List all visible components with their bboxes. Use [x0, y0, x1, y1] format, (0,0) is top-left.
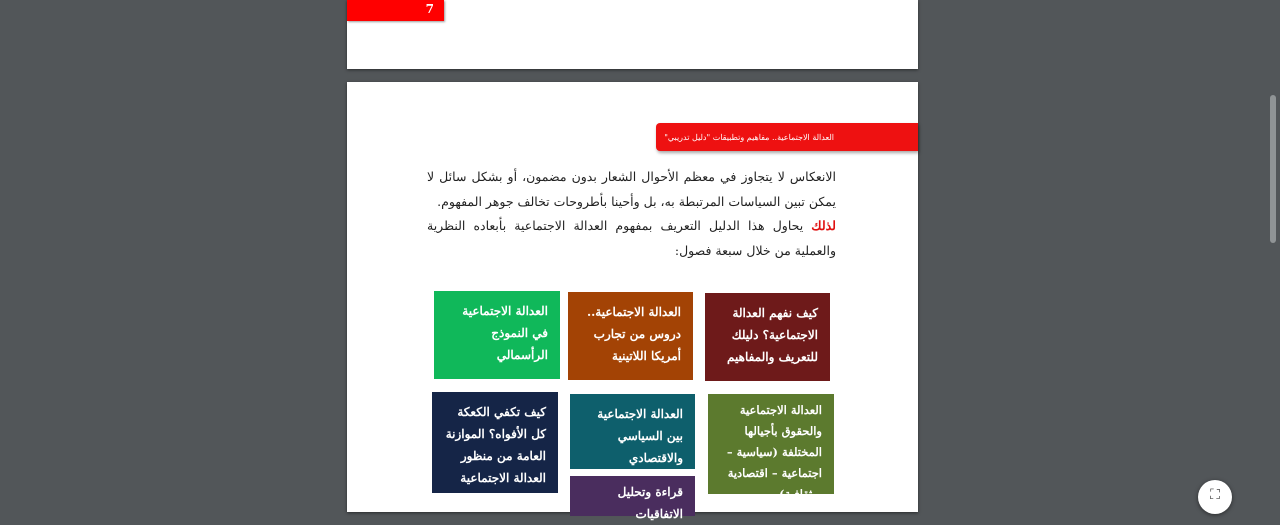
keyword-lidhalik: لذلك: [811, 218, 836, 233]
chapter-box-3: العدالة الاجتماعية في النموذج الرأسمالي: [434, 291, 560, 379]
chapter-box-2: العدالة الاجتماعية.. دروس من تجارب أمريكا اللاتينية: [568, 292, 693, 380]
fit-page-icon[interactable]: ⛶: [1198, 480, 1232, 514]
chapter-box-1: كيف نفهم العدالة الاجتماعية؟ دليلك للتعريف والمفاهيم: [705, 293, 830, 381]
paragraph-2-text: يحاول هذا الدليل التعريف بمفهوم العدالة الاجتماعية بأبعاده النظرية والعملية من خلال سبعة فصول:: [427, 218, 836, 258]
paragraph-1: الانعكاس لا يتجاوز في معظم الأحوال الشعار بدون مضمون، أو بشكل سائل لا يمكن تبين السياسات المرتبطة به، بل وأحينا بأطروحات تخالف جوهر المفهوم.: [427, 169, 836, 209]
chapter-box-7: قراءة وتحليل الاتفاقيات: [570, 476, 695, 516]
chapter-box-6: كيف تكفي الكعكة كل الأفواه؟ الموازنة العامة من منظور العدالة الاجتماعية: [432, 392, 558, 493]
header-banner: العدالة الاجتماعية.. مفاهيم وتطبيقات "دليل تدريبي": [656, 123, 918, 151]
previous-page: [347, 0, 918, 69]
page-number-badge: [347, 0, 444, 21]
chapter-box-4: العدالة الاجتماعية والحقوق بأجيالها المختلفة (سياسية – اجتماعية – اقتصادية – ثقافية): [708, 394, 834, 494]
current-page: [347, 82, 918, 521]
page-number: 7: [425, 2, 434, 16]
scrollbar-thumb[interactable]: [1270, 95, 1276, 243]
scrollbar-track[interactable]: [1265, 0, 1280, 500]
paragraph-2: [427, 214, 836, 263]
body-text: [427, 165, 836, 263]
chapter-box-5: العدالة الاجتماعية بين السياسي والاقتصادي: [570, 394, 695, 469]
